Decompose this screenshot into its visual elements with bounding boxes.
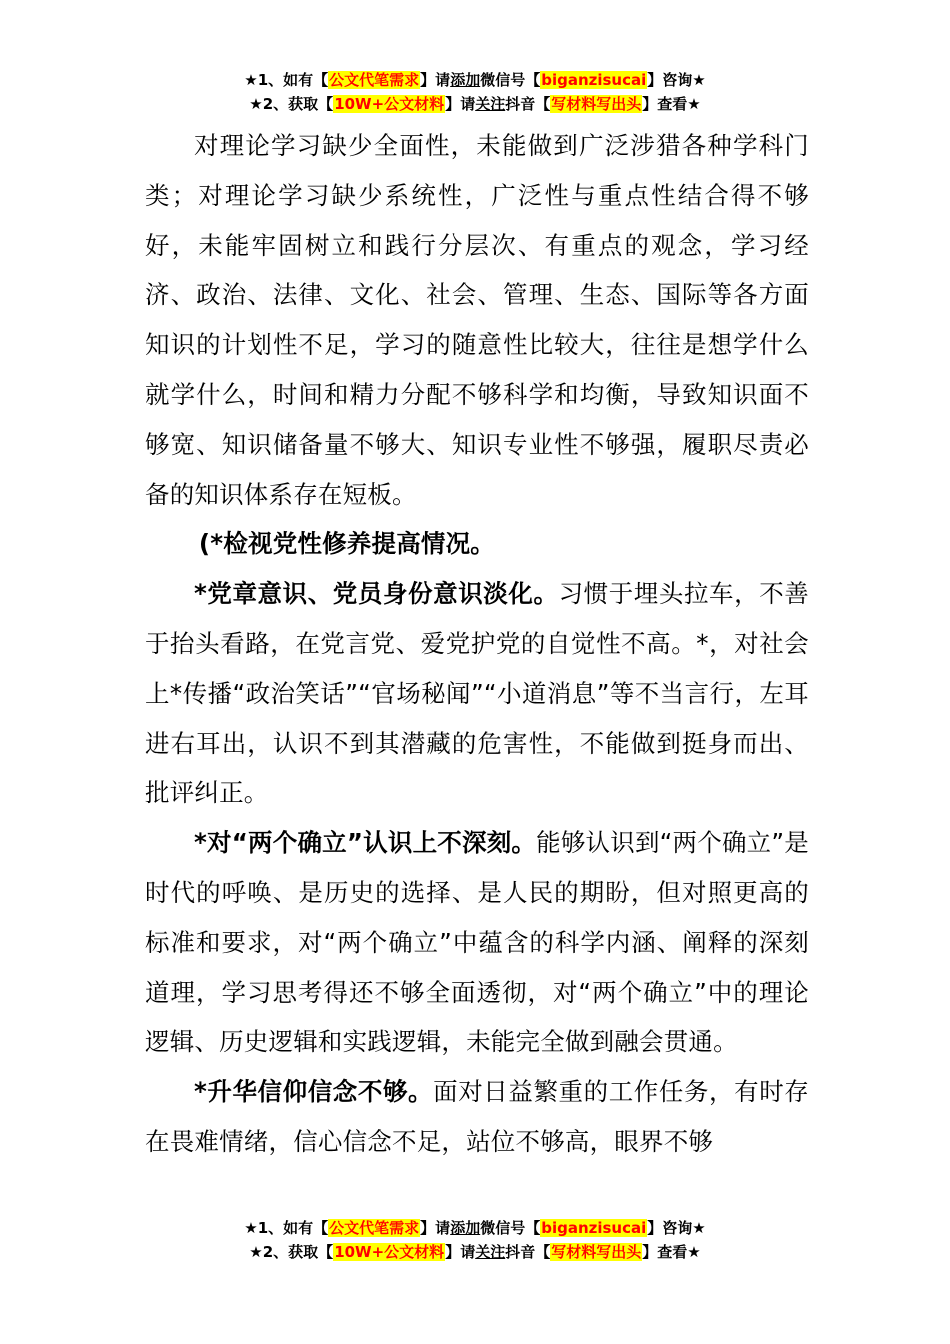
banner-underline: 关注 (475, 95, 506, 113)
banner-text: 】咨询★ (647, 71, 706, 89)
banner-text: 】请 (420, 71, 451, 89)
header-banner (0, 68, 950, 116)
banner-underline: 关注 (475, 1243, 506, 1261)
paragraph-lead: *对“两个确立”认识上不深刻。 (194, 828, 537, 858)
paragraph-4 (145, 1067, 809, 1167)
banner-underline: 添加 (450, 71, 481, 89)
paragraph-text: 面对日益繁重的工作任务，有时存在畏难情绪，信心信念不足，站位不够高，眼界不够 (145, 1077, 809, 1156)
banner-text: 抖音【 (505, 1243, 551, 1261)
paragraph-lead: *党章意识、党员身份意识淡化。 (194, 579, 559, 609)
paragraph-lead: *升华信仰信念不够。 (194, 1077, 434, 1107)
banner-highlight: 公文代笔需求 (329, 71, 420, 89)
banner-highlight: 10W+公文材料 (334, 95, 445, 113)
banner-line-1 (0, 1216, 950, 1240)
banner-text: 】请 (445, 95, 476, 113)
paragraph-2 (145, 569, 809, 818)
footer-banner (0, 1216, 950, 1264)
banner-text: 】查看★ (642, 95, 701, 113)
banner-highlight: 公文代笔需求 (329, 1219, 420, 1237)
banner-highlight: 10W+公文材料 (334, 1243, 445, 1261)
banner-text: 微信号【 (480, 71, 541, 89)
banner-underline: 添加 (450, 1219, 481, 1237)
banner-text: 微信号【 (480, 1219, 541, 1237)
banner-highlight: 写材料写出头 (551, 95, 642, 113)
banner-text: 】请 (420, 1219, 451, 1237)
paragraph-text: 能够认识到“两个确立”是时代的呼唤、是历史的选择、是人民的期盼，但对照更高的标准和要求，对“两个确立”中蕴含的科学内涵、阐释的深刻道理，学习思考得还不够全面透彻，对“两个确立”中的理论逻辑、历史逻辑和实践逻辑，未能完全做到融会贯通。 (145, 828, 809, 1057)
banner-highlight: biganzisucai (541, 71, 647, 89)
document-body (145, 121, 809, 1167)
banner-highlight: biganzisucai (541, 1219, 647, 1237)
banner-text: 】咨询★ (647, 1219, 706, 1237)
banner-text: ★2、获取【 (249, 95, 334, 113)
section-heading: (*检视党性修养提高情况。 (198, 529, 495, 559)
banner-text: 】查看★ (642, 1243, 701, 1261)
banner-text: ★1、如有【 (244, 71, 329, 89)
banner-line-2 (0, 1240, 950, 1264)
paragraph-1: 对理论学习缺少全面性，未能做到广泛涉猎各种学科门类；对理论学习缺少系统性，广泛性与重点性结合得不够好，未能牢固树立和践行分层次、有重点的观念，学习经济、政治、法律、文化、社会、管理、生态、国际等各方面知识的计划性不足，学习的随意性比较大，往往是想学什么就学什么，时间和精力分配不够科学和均衡，导致知识面不够宽、知识储备量不够大、知识专业性不够强，履职尽责必备的知识体系存在短板。 (145, 131, 809, 509)
banner-line-1 (0, 68, 950, 92)
banner-highlight: 写材料写出头 (551, 1243, 642, 1261)
banner-text: 】请 (445, 1243, 476, 1261)
banner-text: ★2、获取【 (249, 1243, 334, 1261)
banner-line-2 (0, 92, 950, 116)
banner-text: 抖音【 (505, 95, 551, 113)
paragraph-text: 习惯于埋头拉车，不善于抬头看路，在党言党、爱党护党的自觉性不高。*，对社会上*传播“政治笑话”“官场秘闻”“小道消息”等不当言行，左耳进右耳出，认识不到其潜藏的危害性，不能做到挺身而出、批评纠正。 (145, 579, 810, 808)
paragraph-3 (145, 818, 809, 1067)
banner-text: ★1、如有【 (244, 1219, 329, 1237)
